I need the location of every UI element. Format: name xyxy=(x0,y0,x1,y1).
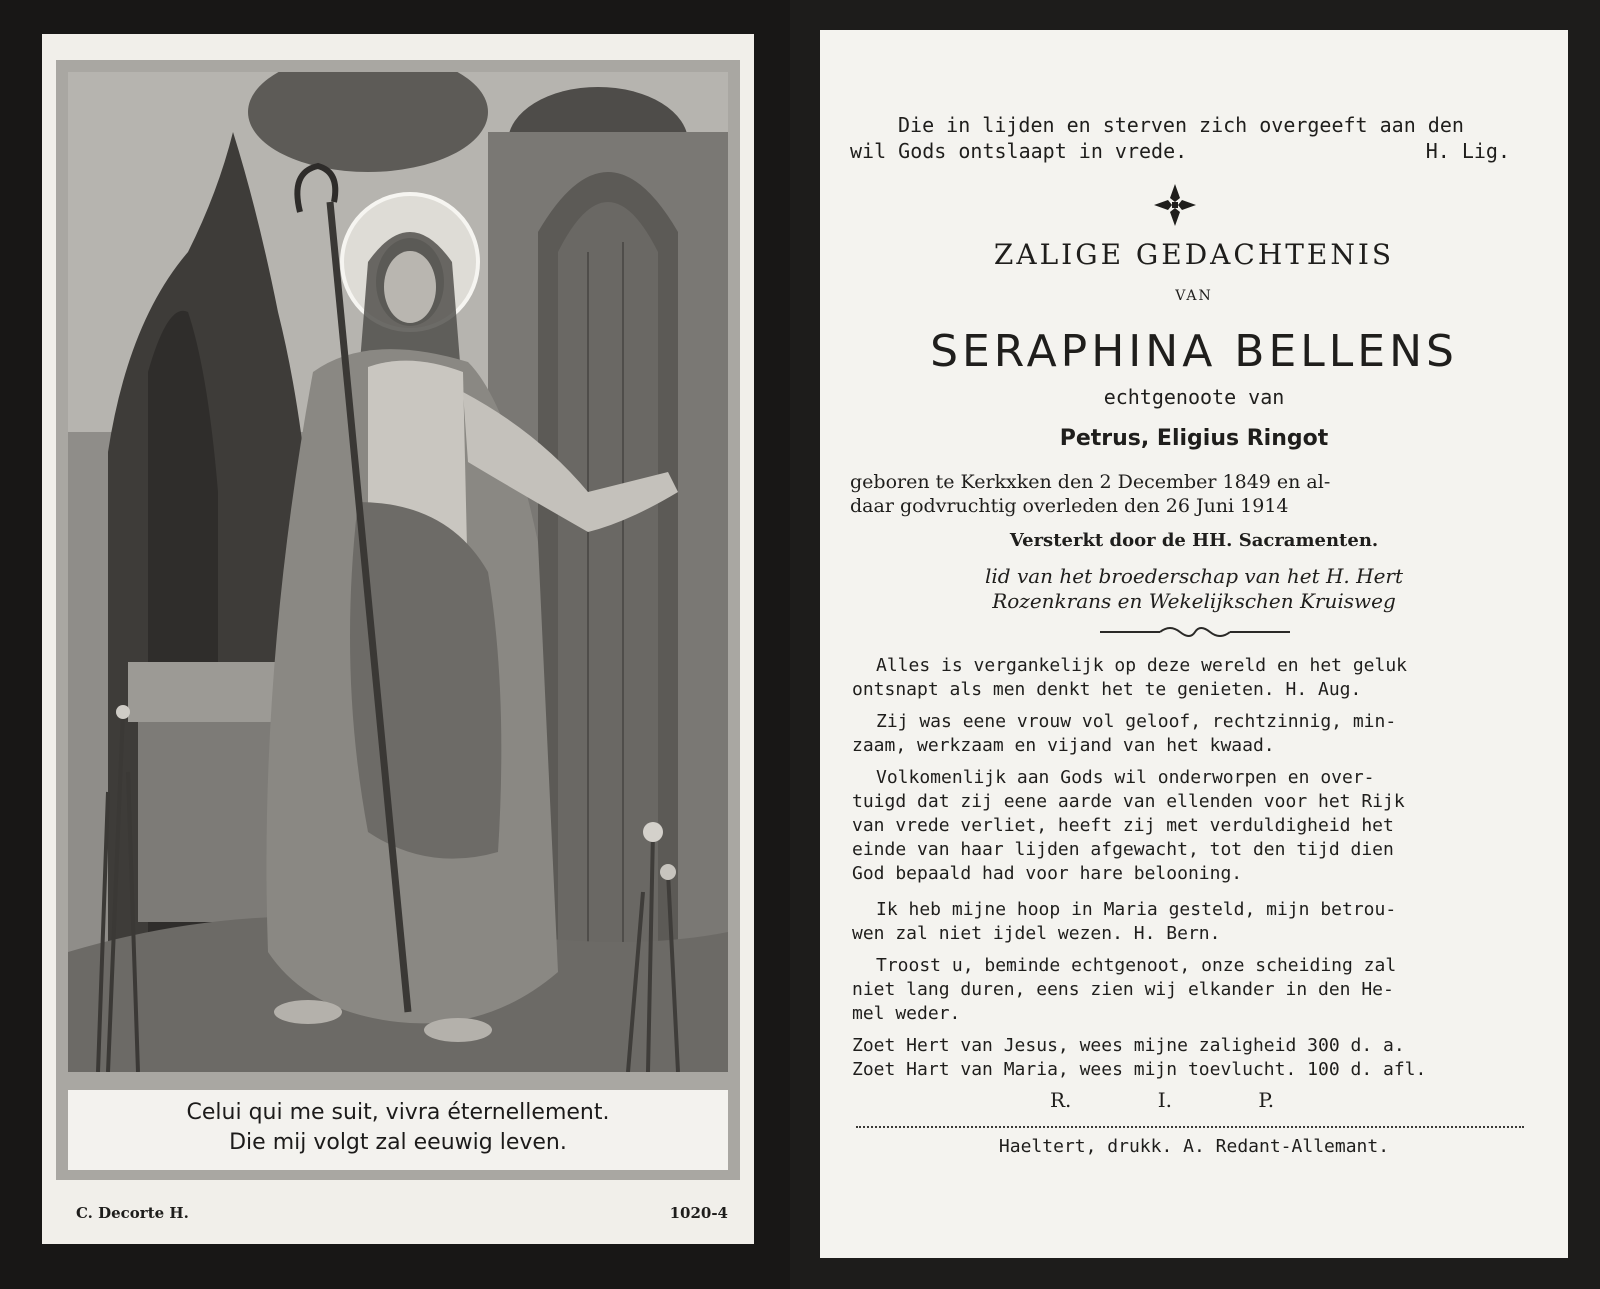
deceased-name: SERAPHINA BELLENS xyxy=(930,326,1458,377)
caption-box xyxy=(68,1090,728,1170)
birth-death-text xyxy=(850,470,1330,518)
paragraph-line: wen zal niet ijdel wezen. H. Bern. xyxy=(852,923,1221,944)
motto-source: H. Lig. xyxy=(1425,139,1510,163)
maltese-cross-icon xyxy=(1150,180,1200,230)
paragraph-2 xyxy=(852,710,1396,758)
card-number: 1020-4 xyxy=(669,1204,728,1222)
paragraph-line: van vrede verliet, heeft zij met verduldigheid het xyxy=(852,815,1394,836)
paragraph-line: Alles is vergankelijk op deze wereld en het geluk xyxy=(876,655,1408,676)
picture-card xyxy=(42,34,754,1244)
sacraments-line: Versterkt door de HH. Sacramenten. xyxy=(1009,530,1379,551)
paragraph-line: Volkomenlijk aan Gods wil onderworpen en over- xyxy=(876,767,1375,788)
motto-line-1: Die in lijden en sterven zich overgeeft aan den xyxy=(898,113,1464,137)
memorial-heading: ZALIGE GEDACHTENIS xyxy=(993,238,1395,271)
opening-motto xyxy=(850,112,1510,164)
paragraph-line: Zoet Hart van Maria, wees mijn toevlucht. 100 d. afl. xyxy=(852,1059,1427,1080)
text-side xyxy=(790,0,1600,1289)
devotional-illustration xyxy=(68,72,728,1072)
paragraph-line: mel weder. xyxy=(852,1003,961,1024)
picture-frame xyxy=(56,60,740,1180)
born-line-1: geboren te Kerkxken den 2 December 1849 en al- xyxy=(850,471,1331,493)
picture-side xyxy=(0,0,790,1289)
paragraph-line: einde van haar lijden afgewacht, tot den tijd dien xyxy=(852,839,1394,860)
paragraph-line: zaam, werkzaam en vijand van het kwaad. xyxy=(852,735,1275,756)
paragraph-line: niet lang duren, eens zien wij elkander in den He- xyxy=(852,979,1394,1000)
brotherhood-line-2: Rozenkrans en Wekelijkschen Kruisweg xyxy=(992,589,1396,613)
paragraph-line: Zoet Hert van Jesus, wees mijne zaligheid 300 d. a. xyxy=(852,1035,1405,1056)
paragraph-line: Ik heb mijne hoop in Maria gesteld, mijn betrou- xyxy=(876,899,1397,920)
paragraph-line: Troost u, beminde echtgenoot, onze scheiding zal xyxy=(876,955,1397,976)
paragraph-line: Zij was eene vrouw vol geloof, rechtzinnig, min- xyxy=(876,711,1397,732)
caption-dutch: Die mij volgt zal eeuwig leven. xyxy=(229,1130,567,1155)
paragraph-line: ontsnapt als men denkt het te genieten. H. Aug. xyxy=(852,679,1362,700)
printer-imprint: Haeltert, drukk. A. Redant-Allemant. xyxy=(998,1136,1390,1157)
paragraph-1 xyxy=(852,654,1407,702)
dotted-divider xyxy=(856,1126,1524,1128)
paragraph-line: tuigd dat zij eene aarde van ellenden voor het Rijk xyxy=(852,791,1405,812)
flourish-divider-icon xyxy=(1100,624,1290,640)
paragraph-4 xyxy=(852,898,1396,946)
spouse-name: Petrus, Eligius Ringot xyxy=(1059,426,1329,451)
brotherhood-text xyxy=(820,564,1568,614)
brotherhood-line-1: lid van het broederschap van het H. Hert xyxy=(985,564,1403,588)
paragraph-6 xyxy=(852,1034,1426,1082)
born-line-2: daar godvruchtig overleden den 26 Juni 1914 xyxy=(850,495,1289,517)
spouse-intro: echtgenoote van xyxy=(1103,385,1285,409)
van-label: VAN xyxy=(1175,288,1213,304)
christ-at-door-illustration xyxy=(68,72,728,1072)
paragraph-line: God bepaald had voor hare belooning. xyxy=(852,863,1243,884)
motto-line-2: wil Gods ontslaapt in vrede. xyxy=(850,139,1188,163)
paragraph-3 xyxy=(852,766,1405,886)
paragraph-5 xyxy=(852,954,1396,1026)
publisher-imprint: C. Decorte H. xyxy=(76,1204,189,1222)
rip-letters: R. I. P. xyxy=(1050,1088,1275,1112)
text-card xyxy=(820,30,1568,1258)
caption-french: Celui qui me suit, vivra éternellement. xyxy=(186,1100,610,1125)
